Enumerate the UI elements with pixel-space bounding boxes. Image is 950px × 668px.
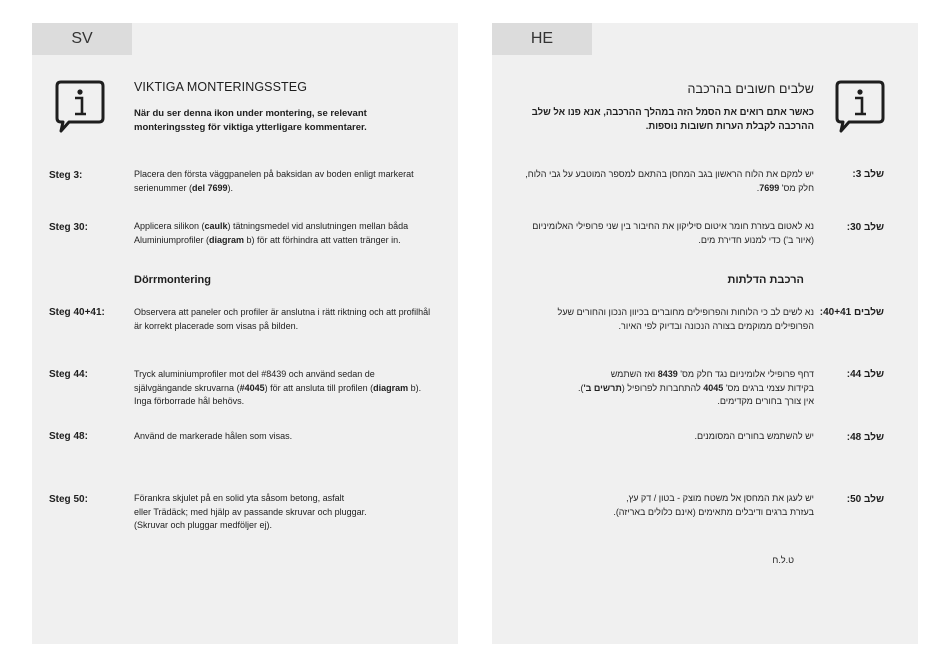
step-label: Steg 40+41: (49, 307, 105, 318)
step-text: Tryck aluminiumprofiler mot del #8439 och använd sedan de självgängande skruvarna (#4045) för att ansluta till profilen (diagram b). Inga förborrade hål behövs. (134, 369, 422, 406)
emphasis-text: del 7699 (192, 182, 228, 193)
step-label: Steg 48: (49, 431, 88, 442)
step-text: Använd de markerade hålen som visas. (134, 431, 293, 441)
emphasis-text: תרשים ב' (583, 382, 622, 393)
step-text: נא לשים לב כי הלוחות והפרופילים מחוברים בכיוון הנכון והחורים שעל הפרופילים ממוקמים בצורה הנכונה ובדיוק לפי האיור. (557, 307, 814, 331)
step-label: שלבים 40+41: (819, 307, 884, 318)
language-tab-he: HE (492, 23, 592, 55)
section-heading: הרכבת הדלתות (727, 274, 804, 286)
info-speech-bubble-icon (54, 79, 106, 133)
step-label: שלב 50: (846, 494, 884, 505)
page-title: VIKTIGA MONTERINGSSTEG (134, 80, 308, 94)
step-label: Steg 3: (49, 170, 83, 181)
step-text: Förankra skjulet på en solid yta såsom betong, asfalt eller Trädäck; med hjälp av passande skruvar och pluggar. (Skruvar och pluggar medföljer ej). (134, 493, 367, 530)
info-speech-bubble-icon (834, 79, 886, 133)
page-hebrew (492, 23, 918, 644)
step-text: יש למקם את הלוח הראשון בגב המחסן בהתאם למספר המוטבע על גבי הלוח, חלק מס' 7699. (525, 169, 814, 193)
emphasis-text: 7699 (759, 182, 780, 193)
step-label: שלב 48: (846, 432, 884, 443)
section-heading: Dörrmontering (134, 274, 211, 286)
intro-text: כאשר אתם רואים את הסמל הזה במהלך ההרכבה, אנא פנו אל שלב ההרכבה לקבלת הערות חשובות נוספות. (531, 107, 814, 132)
emphasis-text: 8439 (657, 369, 678, 379)
emphasis-text: 4045 (703, 382, 724, 393)
language-tab-sv: SV (32, 23, 132, 55)
emphasis-text: caulk (204, 221, 228, 231)
step-text: יש לעגן את המחסן אל משטח מוצק - בטון / דק עץ, בעזרת ברגים ודיבלים מתאימים (אינם כלולים באריזה). (613, 493, 814, 517)
page-swedish (32, 23, 458, 644)
emphasis-text: diagram (209, 234, 245, 245)
continued-note: ט.ל.ח (772, 555, 794, 565)
step-label: שלב 3: (852, 169, 884, 180)
step-text: Placera den första väggpanelen på baksidan av boden enligt markerat serienummer (del 7699). (134, 169, 414, 193)
step-text: דחף פרופילי אלומיניום נגד חלק מס' 8439 ואז השתמש בקידות עצמי ברגים מס' 4045 להתחברות לפרופיל (תרשים ב'). אין צורך בחורים מקדימים. (577, 369, 814, 406)
intro-text: När du ser denna ikon under montering, se relevant monteringssteg för viktiga ytterligare kommentarer. (134, 108, 367, 133)
step-label: Steg 30: (49, 222, 88, 233)
step-text: Observera att paneler och profiler är anslutna i rätt riktning och att profilhål är korrekt placerade som visas på bilden. (134, 307, 431, 331)
step-label: Steg 44: (49, 369, 88, 380)
step-label: שלב 30: (846, 222, 884, 233)
step-text: יש להשתמש בחורים המסומנים. (694, 431, 814, 441)
page-title: שלבים חשובים בהרכבה (687, 82, 814, 96)
emphasis-text: #4045 (239, 382, 265, 393)
step-label: שלב 44: (846, 369, 884, 380)
step-text: נא לאטום בעזרת חומר איטום סיליקון את החיבור בין שני פרופילי האלומיניום (איור ב') כדי למנוע חדירת מים. (532, 221, 814, 245)
step-text: Applicera silikon (caulk) tätningsmedel vid anslutningen mellan båda Aluminiumprofiler (diagram b) för att förhindra att vatten tränger in. (134, 221, 409, 245)
step-label: Steg 50: (49, 494, 88, 505)
emphasis-text: diagram (373, 382, 409, 393)
